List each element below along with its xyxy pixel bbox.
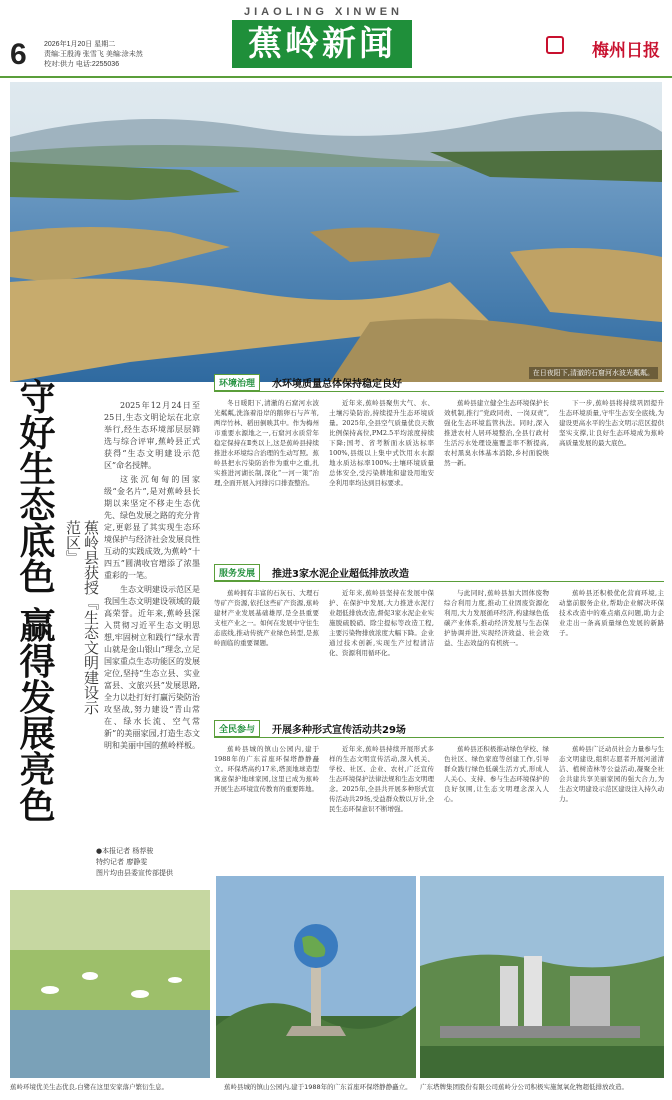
- hero-caption: 在日夜阳下,清澈的石窟河水波光粼粼。: [529, 367, 658, 379]
- photo-caption: 蕉岭环境优美生态优良,白鹭在这里安家落户繁衍生息。: [10, 1083, 169, 1091]
- page-number: 6: [10, 38, 27, 71]
- masthead: [0, 0, 672, 78]
- lead-paragraph: 这张沉甸甸的国家级“金名片”,是对蕉岭县长期以来坚定不移走生态优先、绿色发展之路的充分肯定,更彰显了其实现生态环境保护与经济社会发展良性互动的实践成效,为蕉岭“十四五”圆满收官增添了浓墨重彩的一笔。: [104, 475, 200, 580]
- text-column: 近年来,蕉岭县聚焦大气、水、土壤污染防治,持续提升生态环境质量。2025年,全县空气质量优良天数比例保持高位,PM2.5平均浓度持续下降;国考、省考断面水质达标率100%,县级以上集中式饮用水水源地水质达标率100%;土壤环境质量总体安全,受污染耕地和建设用地安全利用率均达到目标要求。: [329, 399, 434, 487]
- text-column: 冬日暖阳下,清澈的石窟河水波光粼粼,洗涤着沿岸的鹅卵石与芦苇,两岸竹林、稻田倒映其中。作为梅州市重要水源地之一,石窟河水质常年稳定保持在Ⅱ类以上,这是蕉岭县持续推进水环境综合治理的生动写照。蕉岭县把水污染防治作为重中之重,扎实推进河湖长制,深化“一河一策”治理,全面开展入河排污口排查整治。: [214, 399, 319, 487]
- section-tag: 服务发展: [214, 564, 260, 581]
- factory-photo: [420, 876, 664, 1078]
- cement-plant-image: [420, 876, 664, 1078]
- tower-photo: [216, 876, 416, 1078]
- egrets-image: [10, 890, 210, 1078]
- text-column: 蕉岭拥有丰富的石灰石、大理石等矿产资源,依托这些矿产资源,蕉岭建材产业发展基础雄厚,是全县重要支柱产业之一。如何在发展中守住生态底线,推动传统产业绿色转型,是蕉岭面临的重要课题。: [214, 589, 319, 647]
- brand-logo-icon: [546, 36, 564, 54]
- text-column: 与此同时,蕉岭县加大固体废物综合利用力度,推动工业固废资源化利用,大力发展循环经济,构建绿色低碳产业体系,推动经济发展与生态保护协调并进,实现经济效益、社会效益、生态效益的有机统一。: [444, 589, 549, 647]
- section-heading: 开展多种形式宣传活动共29场: [272, 725, 406, 736]
- section-heading: 水环境质量总体保持稳定良好: [272, 379, 403, 390]
- text-column: 下一步,蕉岭县将持续巩固提升生态环境质量,守牢生态安全底线,为建设更高水平的生态文明示范区提供坚实支撑,让良好生态环境成为蕉岭高质量发展的最大底色。: [559, 399, 664, 447]
- lead-text: [104, 400, 200, 754]
- section-environment: [214, 374, 664, 558]
- text-column: 蕉岭县还积极推动绿色学校、绿色社区、绿色家庭等创建工作,引导群众践行绿色低碳生活方式,形成人人关心、支持、参与生态环境保护的良好氛围,让生态文明理念深入人心。: [444, 745, 549, 803]
- text-column: 蕉岭县还积极优化营商环境,主动靠前服务企业,帮助企业解决环保技术改造中的难点痛点问题,助力企业走出一条高质量绿色发展的新路子。: [559, 589, 664, 637]
- river-landscape-image: [10, 82, 662, 382]
- hero-photo: [10, 82, 662, 382]
- section-participation: [214, 720, 664, 870]
- text-column: 蕉岭县建立健全生态环境保护长效机制,推行“党政同责、一岗双责”,强化生态环境监管执法。同时,深入推进农村人居环境整治,全县行政村生活污水处理设施覆盖率不断提高,农村黑臭水体基本消除,乡村面貌焕然一新。: [444, 399, 549, 467]
- text-column: 蕉岭县城的镇山公园内,建于1988年的广东首座环保塔静静矗立。环保塔高约17米,塔顶地球造型寓意保护地球家园,这里已成为蕉岭开展生态环境宣传教育的重要阵地。: [214, 745, 319, 793]
- environmental-tower-image: [216, 876, 416, 1078]
- newspaper-brand: 梅州日报: [592, 41, 660, 61]
- edition-meta: 2026年1月20日 星期二 责编:王殷涛 张雪飞 美编:涂未然 校对:供力 电话:2255036: [44, 41, 143, 68]
- section-development: [214, 564, 664, 746]
- lead-paragraph: 生态文明建设示范区是我国生态文明建设领域的最高荣誉。近年来,蕉岭县深入贯彻习近平生态文明思想,牢固树立和践行“绿水青山就是金山银山”理念,立足国家重点生态功能区的发展定位,坚持“生态立县、实业富县、文旅兴县”发展思路,全力以赴打好打赢污染防治攻坚战,努力建设“青山常在、绿水长流、空气常新”的美丽家园,打造生态文明和美丽中国的蕉岭样板。: [104, 585, 200, 750]
- photo-caption: 广东塔牌集团股份有限公司蕉岭分公司积极实施氮氧化物超低排放改造。: [420, 1083, 628, 1091]
- sub-headline: 蕉岭县获授『生态文明建设示范区』: [64, 520, 100, 715]
- text-column: 近年来,蕉岭县持续开展形式多样的生态文明宣传活动,深入机关、学校、社区、企业、农村,广泛宣传生态环境保护法律法规和生态文明理念。2025年,全县共开展多种形式宣传活动共29场,受益群众数以万计,全民生态环保意识不断增强。: [329, 745, 434, 813]
- lead-paragraph: 2025年12月24日至25日,生态文明论坛在北京举行,经生态环境部层层筛选与综合评审,蕉岭县正式获得“生态文明建设示范区”命名授牌。: [104, 401, 200, 470]
- text-column: 近年来,蕉岭县坚持在发展中保护、在保护中发展,大力推进水泥行业超低排放改造,督促3家水泥企业实施脱硫脱硝、除尘提标等改造工程,主要污染物排放浓度大幅下降。企业通过技术创新,实现生产过程清洁化、资源利用循环化。: [329, 589, 434, 657]
- egrets-photo: [10, 890, 210, 1078]
- section-title: 蕉岭新闻: [232, 20, 412, 68]
- section-heading: 推进3家水泥企业超低排放改造: [272, 569, 409, 580]
- section-tag: 环境治理: [214, 374, 260, 391]
- text-column: 蕉岭县广泛动员社会力量参与生态文明建设,组织志愿者开展河道清洁、植树造林等公益活动,凝聚全社会共建共享美丽家园的强大合力,为生态文明建设示范区建设注入持久动力。: [559, 745, 664, 803]
- section-pinyin: JIAOLING XINWEN: [244, 6, 404, 18]
- main-headline: 守好生态底色 赢得发展亮色: [14, 378, 55, 823]
- section-tag: 全民参与: [214, 720, 260, 737]
- photo-caption: 蕉岭县城的镇山公园内,建于1988年的广东首座环保塔静静矗立。: [224, 1083, 412, 1091]
- byline: ●本报记者 杨荐骏 特约记者 廖静雯 图片均由县委宣传部提供: [96, 847, 173, 877]
